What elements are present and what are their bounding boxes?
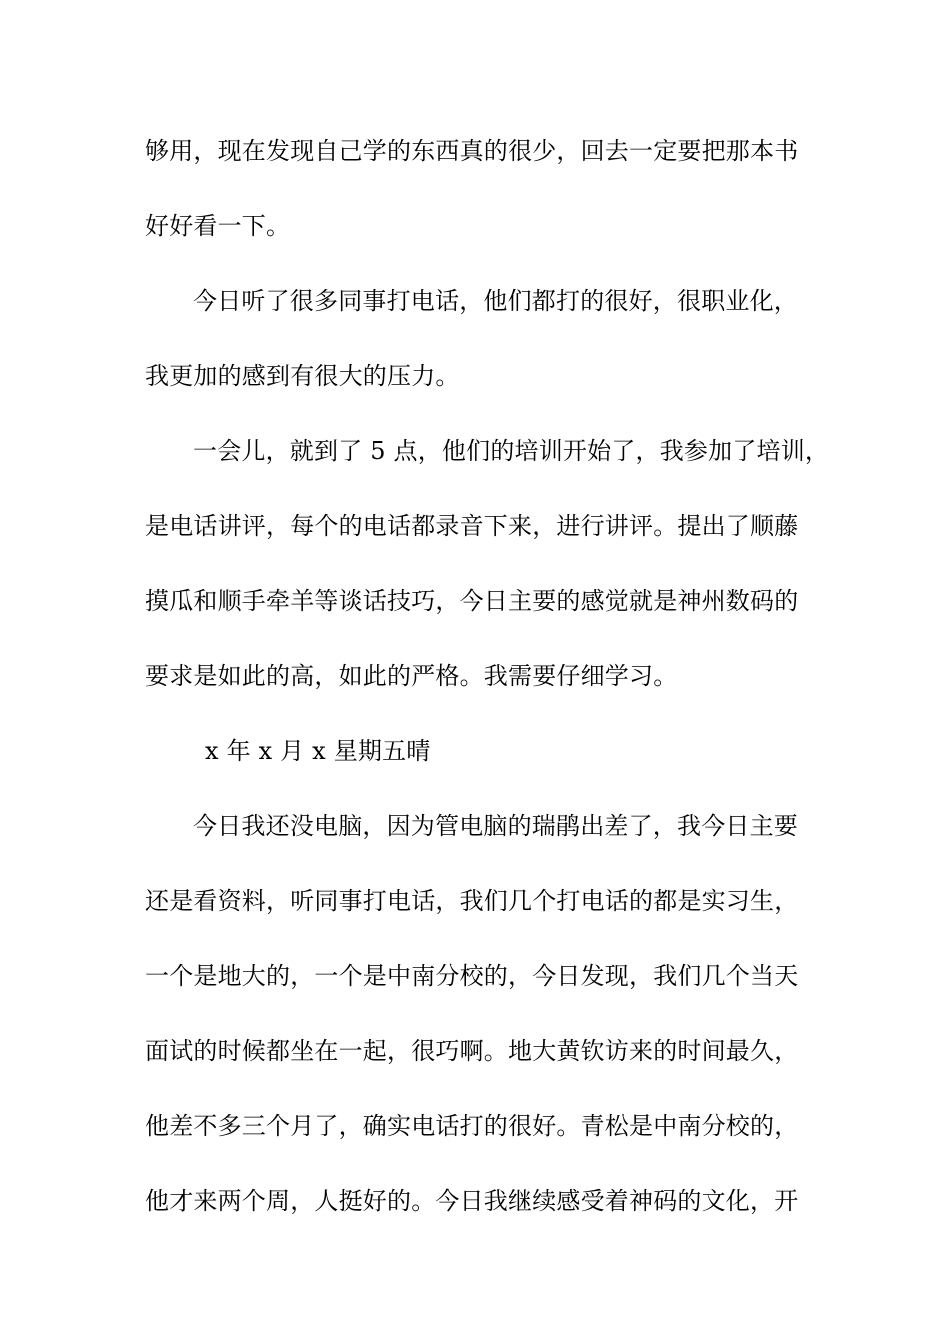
paragraph-line: 是电话讲评，每个的电话都录音下来，进行讲评。提出了顺藤 xyxy=(145,512,799,540)
paragraph-line: 一个是地大的，一个是中南分校的，今日发现，我们几个当天 xyxy=(145,962,799,990)
paragraph-line: 面试的时候都坐在一起，很巧啊。地大黄钦访来的时间最久， xyxy=(145,1037,799,1065)
paragraph-line: 今日听了很多同事打电话，他们都打的很好，很职业化， xyxy=(193,287,798,315)
paragraph-line: 够用，现在发现自己学的东西真的很少，回去一定要把那本书 xyxy=(145,137,799,165)
paragraph-line: 还是看资料，听同事打电话，我们几个打电话的都是实习生， xyxy=(145,887,799,915)
paragraph-line: 一会儿，就到了 5 点，他们的培训开始了，我参加了培训， xyxy=(193,437,830,465)
paragraph-line: 他差不多三个月了，确实电话打的很好。青松是中南分校的， xyxy=(145,1112,799,1140)
paragraph-line: 要求是如此的高，如此的严格。我需要仔细学习。 xyxy=(145,662,678,690)
paragraph-line: 好好看一下。 xyxy=(145,212,291,240)
paragraph-line: 今日我还没电脑，因为管电脑的瑞鹃出差了，我今日主要 xyxy=(193,812,798,840)
paragraph-line: 我更加的感到有很大的压力。 xyxy=(145,362,460,390)
paragraph-line: 摸瓜和顺手牵羊等谈话技巧，今日主要的感觉就是神州数码的 xyxy=(145,587,799,615)
date-heading: x 年 x 月 x 星期五晴 xyxy=(205,737,431,765)
paragraph-line: 他才来两个周，人挺好的。今日我继续感受着神码的文化，开 xyxy=(145,1187,799,1215)
